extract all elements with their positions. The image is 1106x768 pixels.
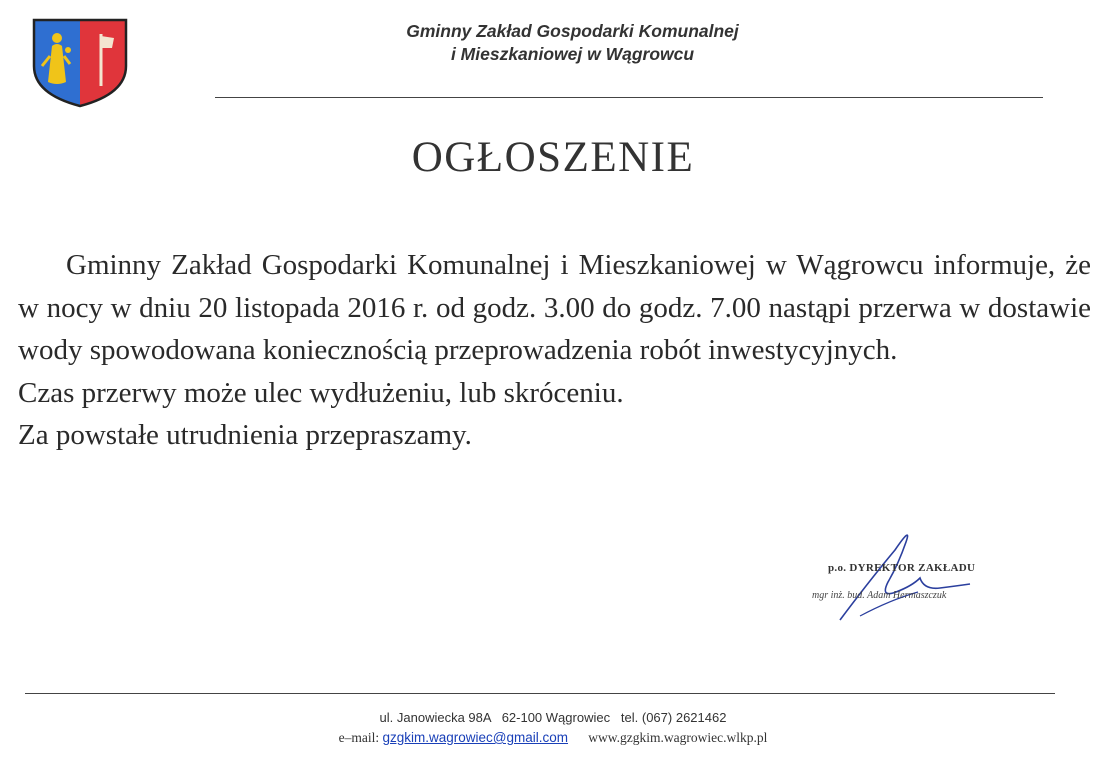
footer-email-label: e–mail: bbox=[338, 730, 380, 745]
footer-address: ul. Janowiecka 98A bbox=[379, 710, 491, 725]
handwritten-signature bbox=[800, 520, 1020, 635]
coat-of-arms-icon bbox=[28, 16, 132, 108]
footer-phone: tel. (067) 2621462 bbox=[620, 710, 727, 725]
org-name-line1: Gminny Zakład Gospodarki Komunalnej bbox=[406, 21, 739, 41]
organization-header bbox=[250, 20, 895, 66]
announcement-paragraph: Gminny Zakład Gospodarki Komunalnej i Mieszkaniowej w Wągrowcu informuje, że w nocy w dniu 20 listopada 2016 r. od godz. 3.00 do godz. 7.00 nastąpi przerwa w dostawie wody spowodowana koniecznością przeprowadzenia robót inwestycyjnych. bbox=[18, 249, 1091, 366]
announcement-line-apology: Za powstałe utrudnienia przepraszamy. bbox=[18, 419, 472, 451]
announcement-body bbox=[18, 244, 1091, 457]
signature-stamp bbox=[800, 520, 1020, 635]
footer-divider bbox=[25, 693, 1055, 694]
org-name-line2: i Mieszkaniowej w Wągrowcu bbox=[450, 44, 695, 64]
footer bbox=[0, 708, 1106, 748]
page-title: OGŁOSZENIE bbox=[411, 134, 695, 181]
announcement-line-duration: Czas przerwy może ulec wydłużeniu, lub skróceniu. bbox=[18, 376, 624, 409]
footer-email-link[interactable]: gzgkim.wagrowiec@gmail.com bbox=[382, 730, 569, 745]
signature-title: p.o. DYREKTOR ZAKŁADU bbox=[828, 562, 976, 574]
footer-website[interactable]: www.gzgkim.wagrowiec.wlkp.pl bbox=[588, 730, 768, 745]
signature-name: mgr inż. bud. Adam Hermaszczuk bbox=[812, 590, 947, 601]
footer-contact-line bbox=[0, 708, 1106, 728]
footer-online-line bbox=[0, 728, 1106, 748]
header-divider bbox=[215, 97, 1043, 98]
footer-postal: 62-100 Wągrowiec bbox=[501, 710, 611, 725]
